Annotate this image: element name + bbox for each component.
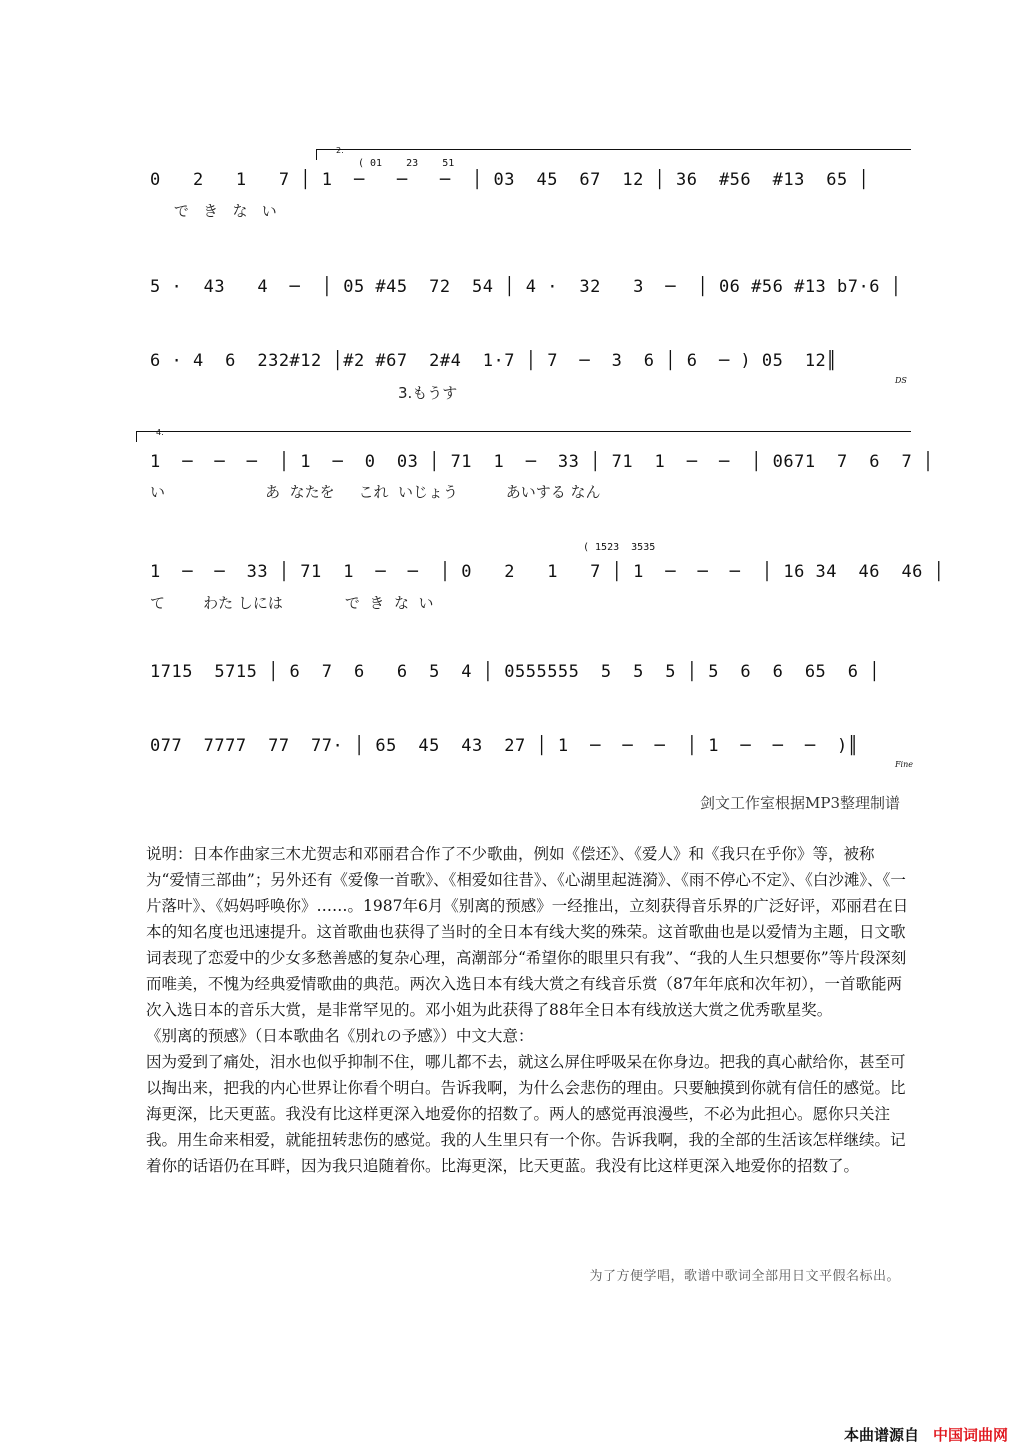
source-watermark [844,1424,1008,1445]
lyrics-footnote: 为了方便学唱，歌谱中歌词全部用日文平假名标出。 [589,1269,900,1284]
score-line-3: 6 · 4 6 232#12 │#2 #67 2#4 1·7 │ 7 ─ 3 6 │ 6 ─ ) 05 12║ [150,351,838,371]
grace-notes: ( 1523 3535 [583,542,656,553]
lyric-line-1: で き な い [150,202,277,220]
lyric-line-3: 3.もうす [150,384,458,402]
ds-marker: DS [895,376,907,385]
notes-heading: 《别离的预感》（日本歌曲名《別れの予感》）中文大意： [146,1027,534,1045]
score-line-7: 077 7777 77 77· │ 65 45 43 27 │ 1 ─ ─ ─ │ 1 ─ ─ ─ )║ [150,736,859,756]
transcription-credit: 剑文工作室根据MP3整理制谱 [700,794,900,812]
ending-number: 2. [336,146,344,155]
score-line-5: 1 ─ ─ 33 │ 71 1 ─ ─ │ 0 2 1 7 │ 1 ─ ─ ─ │ 16 34 46 46 │ [150,562,945,582]
song-notes [146,841,910,1179]
notes-paragraph: 因为爱到了痛处，泪水也似乎抑制不住，哪儿都不去，就这么屏住呼吸呆在你身边。把我的真心献给你，甚至可以掏出来，把我的内心世界让你看个明白。告诉我啊，为什么会悲伤的理由。只要触摸到你就有信任的感觉。比海更深，比天更蓝。我没有比这样更深入地爱你的招数了。两人的感觉再浪漫些，不必为此担心。愿你只关注我。用生命来相爱，就能扭转悲伤的感觉。我的人生里只有一个你。告诉我啊，我的全部的生活该怎样继续。记着你的话语仍在耳畔，因为我只追随着你。比海更深，比天更蓝。我没有比这样更深入地爱你的招数了。 [146,1053,906,1175]
source-brand[interactable]: 中国词曲网 [932,1426,1008,1444]
fine-marker: Fine [895,760,913,769]
score-line-6: 1715 5715 │ 6 7 6 6 5 4 │ 0555555 5 5 5 │ 5 6 6 65 6 │ [150,662,880,682]
score-line-1: 0 2 1 7 │ 1 ─ ─ ─ │ 03 45 67 12 │ 36 #56 #13 65 │ [150,170,870,190]
lyric-line-4: い あ なたを これ いじょう あいする なん [150,483,601,501]
notes-paragraph: 说明：日本作曲家三木尤贺志和邓丽君合作了不少歌曲，例如《偿还》、《爱人》和《我只在乎你》等，被称为“爱情三部曲”；另外还有《爱像一首歌》、《相爱如往昔》、《心湖里起涟漪》、《雨不停心不定》、《白沙滩》、《一片落叶》、《妈妈呼唤你》……。1987年6月《别离的预感》一经推出，立刻获得音乐界的广泛好评，邓丽君在日本的知名度也迅速提升。这首歌曲也获得了当时的全日本有线大奖的殊荣。这首歌曲也是以爱情为主题，日文歌词表现了恋爱中的少女多愁善感的复杂心理，高潮部分“希望你的眼里只有我”、“我的人生只想要你”等片段深刻而唯美，不愧为经典爱情歌曲的典范。两次入选日本有线大赏之有线音乐赏（87年年底和次年初），一首歌能两次入选日本的音乐大赏，是非常罕见的。邓小姐为此获得了88年全日本有线放送大赏之优秀歌星奖。 [146,845,909,1019]
grace-notes: ( 01 23 51 [358,158,455,169]
lyric-line-5: て わた しには で き な い [150,594,434,612]
source-prefix: 本曲谱源自 [843,1426,919,1444]
ending-bracket-4 [136,431,911,442]
score-line-4: 1 ─ ─ ─ │ 1 ─ 0 03 │ 71 1 ─ 33 │ 71 1 ─ ─ │ 0671 7 6 7 │ [150,452,934,472]
ending-number: 4. [156,428,164,437]
score-line-2: 5 · 43 4 ─ │ 05 #45 72 54 │ 4 · 32 3 ─ │ 06 #56 #13 b7·6 │ [150,277,902,297]
